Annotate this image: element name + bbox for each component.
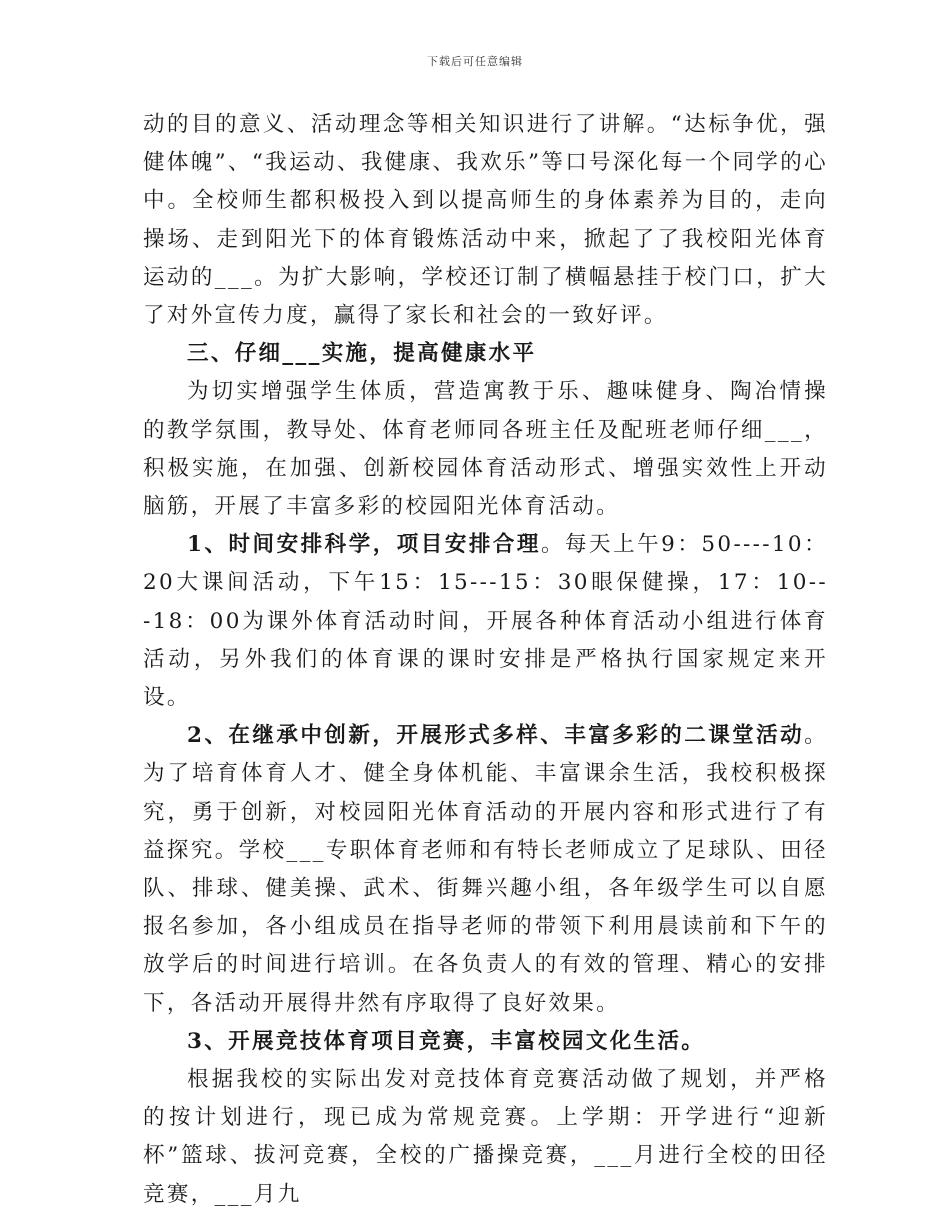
paragraph-item-1 — [143, 526, 828, 717]
paragraph-text: 为切实增强学生体质，营造寓教于乐、趣味健身、陶冶情操的教学氛围，教导处、体育老师同各班主任及配班老师仔细___，积极实施，在加强、创新校园体育活动形式、增强实效性上开动脑筋，开展了丰富多彩的校园阳光体育活动。 — [143, 379, 828, 520]
paragraph-item-3-body — [143, 1061, 828, 1214]
paragraph-item-2 — [143, 717, 828, 1023]
paragraph-text: 。为了培育体育人才、健全身体机能、丰富课余生活，我校积极探究，勇于创新，对校园阳光体育活动的开展内容和形式进行了有益探究。学校___专职体育老师和有特长老师成立了足球队、田径队、排球、健美操、武术、街舞兴趣小组，各年级学生可以自愿报名参加，各小组成员在指导老师的带领下利用晨读前和下午的放学后的时间进行培训。在各负责人的有效的管理、精心的安排下，各活动开展得井然有序取得了良好效果。 — [143, 723, 828, 1016]
paragraph-text: 。每天上午9：50----10：20大课间活动，下午15：15---15：30眼保健操，17：10---18：00为课外体育活动时间，开展各种体育活动小组进行体育活动，另外我们的体育课的课时安排是严格执行国家规定来开设。 — [143, 532, 828, 711]
section-heading — [143, 335, 828, 373]
paragraph-item-3-heading — [143, 1023, 828, 1061]
paragraph-section-intro — [143, 373, 828, 526]
paragraph-intro — [143, 106, 828, 335]
page-header: 下载后可任意编辑 — [427, 55, 523, 68]
paragraph-lead: 三、仔细___实施，提高健康水平 — [187, 341, 537, 367]
document-body — [143, 106, 828, 1214]
paragraph-text: 动的目的意义、活动理念等相关知识进行了讲解。“达标争优，强健体魄”、“我运动、我健康、我欢乐”等口号深化每一个同学的心中。全校师生都积极投入到以提高师生的身体素养为目的，走向操场、走到阳光下的体育锻炼活动中来，掀起了了我校阳光体育运动的___。为扩大影响，学校还订制了横幅悬挂于校门口，扩大了对外宣传力度，赢得了家长和社会的一致好评。 — [143, 112, 828, 329]
paragraph-lead: 3、开展竞技体育项目竞赛，丰富校园文化生活。 — [187, 1028, 706, 1054]
paragraph-lead: 1、时间安排科学，项目安排合理 — [187, 532, 541, 558]
paragraph-text: 根据我校的实际出发对竞技体育竞赛活动做了规划，并严格的按计划进行，现已成为常规竞赛。上学期：开学进行“迎新杯”篮球、拔河竞赛，全校的广播操竞赛，___月进行全校的田径竞赛，___月九 — [143, 1067, 828, 1207]
paragraph-lead: 2、在继承中创新，开展形式多样、丰富多彩的二课堂活动 — [187, 723, 805, 749]
